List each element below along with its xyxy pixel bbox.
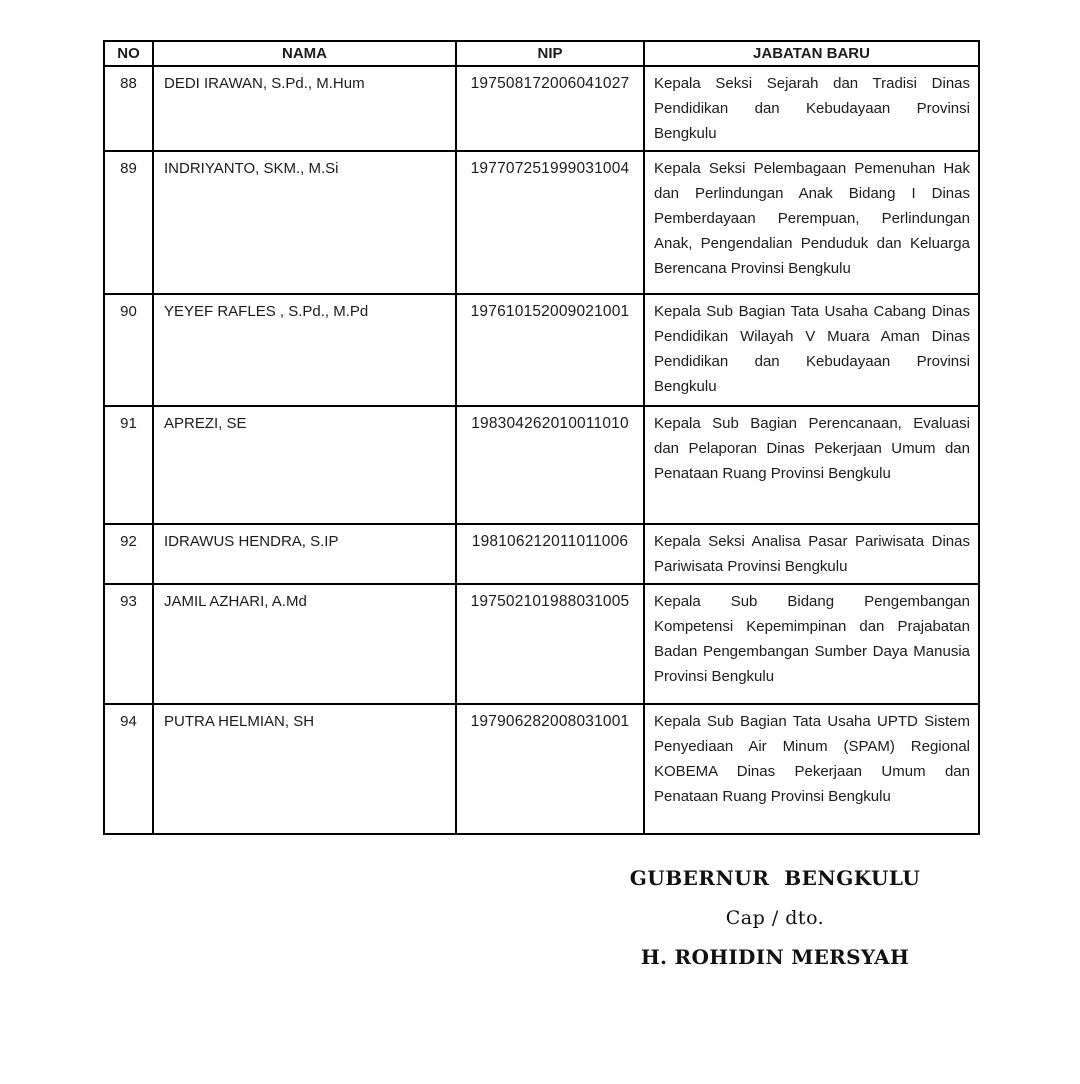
table-header-row bbox=[104, 41, 979, 66]
cell-jabatan bbox=[644, 584, 979, 704]
cell-no: 93 bbox=[104, 584, 153, 704]
cell-nama: INDRIYANTO, SKM., M.Si bbox=[153, 151, 456, 294]
jabatan-text: Kepala Sub Bagian Tata Usaha UPTD Sistem Penyediaan Air Minum (SPAM) Regional KOBEMA Dinas Pekerjaan Umum dan Penataan Ruang Provinsi Bengkulu bbox=[654, 713, 970, 805]
cell-nama: IDRAWUS HENDRA, S.IP bbox=[153, 524, 456, 584]
signature-name: H. ROHIDIN MERSYAH bbox=[640, 945, 910, 969]
cell-jabatan bbox=[644, 406, 979, 524]
signature-title: GUBERNUR BENGKULU bbox=[629, 866, 921, 890]
header-nip: NIP bbox=[456, 41, 644, 66]
signature-cap-dto: Cap / dto. bbox=[725, 907, 825, 929]
cell-nama: JAMIL AZHARI, A.Md bbox=[153, 584, 456, 704]
cell-nip: 197502101988031005 bbox=[456, 584, 644, 704]
cell-no: 88 bbox=[104, 66, 153, 151]
table-row bbox=[104, 66, 979, 151]
cell-jabatan bbox=[644, 151, 979, 294]
cell-nama: PUTRA HELMIAN, SH bbox=[153, 704, 456, 834]
cell-jabatan bbox=[644, 704, 979, 834]
cell-jabatan bbox=[644, 294, 979, 406]
signature-block bbox=[565, 866, 985, 969]
cell-nip: 198304262010011010 bbox=[456, 406, 644, 524]
table-row bbox=[104, 406, 979, 524]
jabatan-text: Kepala Sub Bagian Perencanaan, Evaluasi dan Pelaporan Dinas Pekerjaan Umum dan Penataan Ruang Provinsi Bengkulu bbox=[654, 415, 970, 482]
cell-nama: YEYEF RAFLES , S.Pd., M.Pd bbox=[153, 294, 456, 406]
jabatan-text: Kepala Seksi Analisa Pasar Pariwisata Dinas Pariwisata Provinsi Bengkulu bbox=[654, 533, 970, 575]
table-row bbox=[104, 704, 979, 834]
personnel-table bbox=[103, 40, 980, 835]
table-row bbox=[104, 294, 979, 406]
header-jabatan-baru: JABATAN BARU bbox=[644, 41, 979, 66]
cell-nama: APREZI, SE bbox=[153, 406, 456, 524]
jabatan-text: Kepala Sub Bidang Pengembangan Kompetensi Kepemimpinan dan Prajabatan Badan Pengembangan Sumber Daya Manusia Provinsi Bengkulu bbox=[654, 593, 970, 685]
table-row bbox=[104, 584, 979, 704]
cell-no: 92 bbox=[104, 524, 153, 584]
cell-no: 94 bbox=[104, 704, 153, 834]
header-no: NO bbox=[104, 41, 153, 66]
jabatan-text: Kepala Sub Bagian Tata Usaha Cabang Dinas Pendidikan Wilayah V Muara Aman Dinas Pendidikan dan Kebudayaan Provinsi Bengkulu bbox=[654, 303, 970, 395]
table-row bbox=[104, 151, 979, 294]
cell-nip: 197707251999031004 bbox=[456, 151, 644, 294]
cell-nip: 197508172006041027 bbox=[456, 66, 644, 151]
cell-no: 89 bbox=[104, 151, 153, 294]
jabatan-text: Kepala Seksi Sejarah dan Tradisi Dinas Pendidikan dan Kebudayaan Provinsi Bengkulu bbox=[654, 75, 970, 142]
cell-nip: 197906282008031001 bbox=[456, 704, 644, 834]
cell-no: 91 bbox=[104, 406, 153, 524]
cell-jabatan bbox=[644, 524, 979, 584]
cell-nip: 198106212011011006 bbox=[456, 524, 644, 584]
jabatan-text: Kepala Seksi Pelembagaan Pemenuhan Hak dan Perlindungan Anak Bidang I Dinas Pemberdayaan Perempuan, Perlindungan Anak, Pengendalian Penduduk dan Keluarga Berencana Provinsi Bengkulu bbox=[654, 160, 970, 277]
cell-nip: 197610152009021001 bbox=[456, 294, 644, 406]
table-row bbox=[104, 524, 979, 584]
cell-no: 90 bbox=[104, 294, 153, 406]
cell-nama: DEDI IRAWAN, S.Pd., M.Hum bbox=[153, 66, 456, 151]
header-nama: NAMA bbox=[153, 41, 456, 66]
cell-jabatan bbox=[644, 66, 979, 151]
